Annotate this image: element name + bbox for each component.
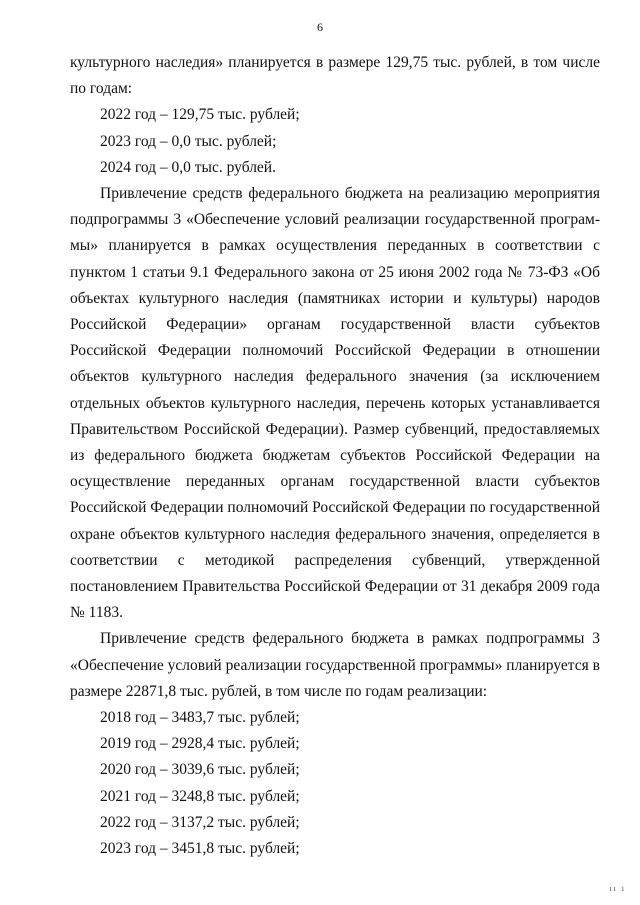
list-item-2024-heritage: 2024 год – 0,0 тыс. рублей. (100, 158, 276, 176)
document-body (70, 50, 600, 862)
paragraph-federal-budget-subprogram: Привлечение средств федерального бюджета на реализацию мероприятия подпрограммы 3 «Обеспечение условий реализации государственной программы» планируется в рамках осуществления переданных в соответствии с пунктом 1 статьи 9.1 Федерального закона от 25 июня 2002 года № 73-ФЗ «Об объектах культурного наследия (памятниках истории и культуры) народов Российской Федерации» органам государственной власти субъектов Российской Федерации полномочий Российской Федерации в отношении объектов культурного наследия федерального значения (за исключением отдельных объектов культурного наследия, перечень которых устанавливается Правительством Российской Федерации). Размер субвенций, предоставляемых из федерального бюджета бюджетам субъектов Российской Федерации на осуществление переданных органам государственной власти субъектов Российской Федерации полномочий Российской Федерации по государственной охране объектов культурного наследия федерального значения, определяется в соответствии с методикой распределения субвенций, утвержденной постановлением Правительства Российской Федерации от 31 декабря 2009 года № 1183. (70, 185, 600, 622)
list-item-2023-heritage: 2023 год – 0,0 тыс. рублей; (100, 132, 277, 150)
list-item-2018: 2018 год – 3483,7 тыс. рублей; (100, 709, 300, 727)
paragraph-heritage-continuation: культурного наследия» планируется в размере 129,75 тыс. рублей, в том числе по годам: (70, 54, 600, 98)
list-item-2022-heritage: 2022 год – 129,75 тыс. рублей; (100, 106, 300, 124)
list-item-2023: 2023 год – 3451,8 тыс. рублей; (100, 840, 300, 858)
list-item-2022: 2022 год – 3137,2 тыс. рублей; (100, 813, 300, 831)
list-item-2019: 2019 год – 2928,4 тыс. рублей; (100, 735, 300, 753)
paragraph-federal-budget-amount: Привлечение средств федерального бюджета в рамках подпрограммы 3 «Обеспечение условий реализации государственной программы» планируется в размере 22871,8 тыс. рублей, в том числе по годам реализации: (70, 630, 600, 700)
list-item-2020: 2020 год – 3039,6 тыс. рублей; (100, 761, 300, 779)
scan-corner-marks: ıı ı (609, 884, 626, 893)
list-item-2021: 2021 год – 3248,8 тыс. рублей; (100, 787, 300, 805)
page-number: 6 (317, 20, 323, 34)
